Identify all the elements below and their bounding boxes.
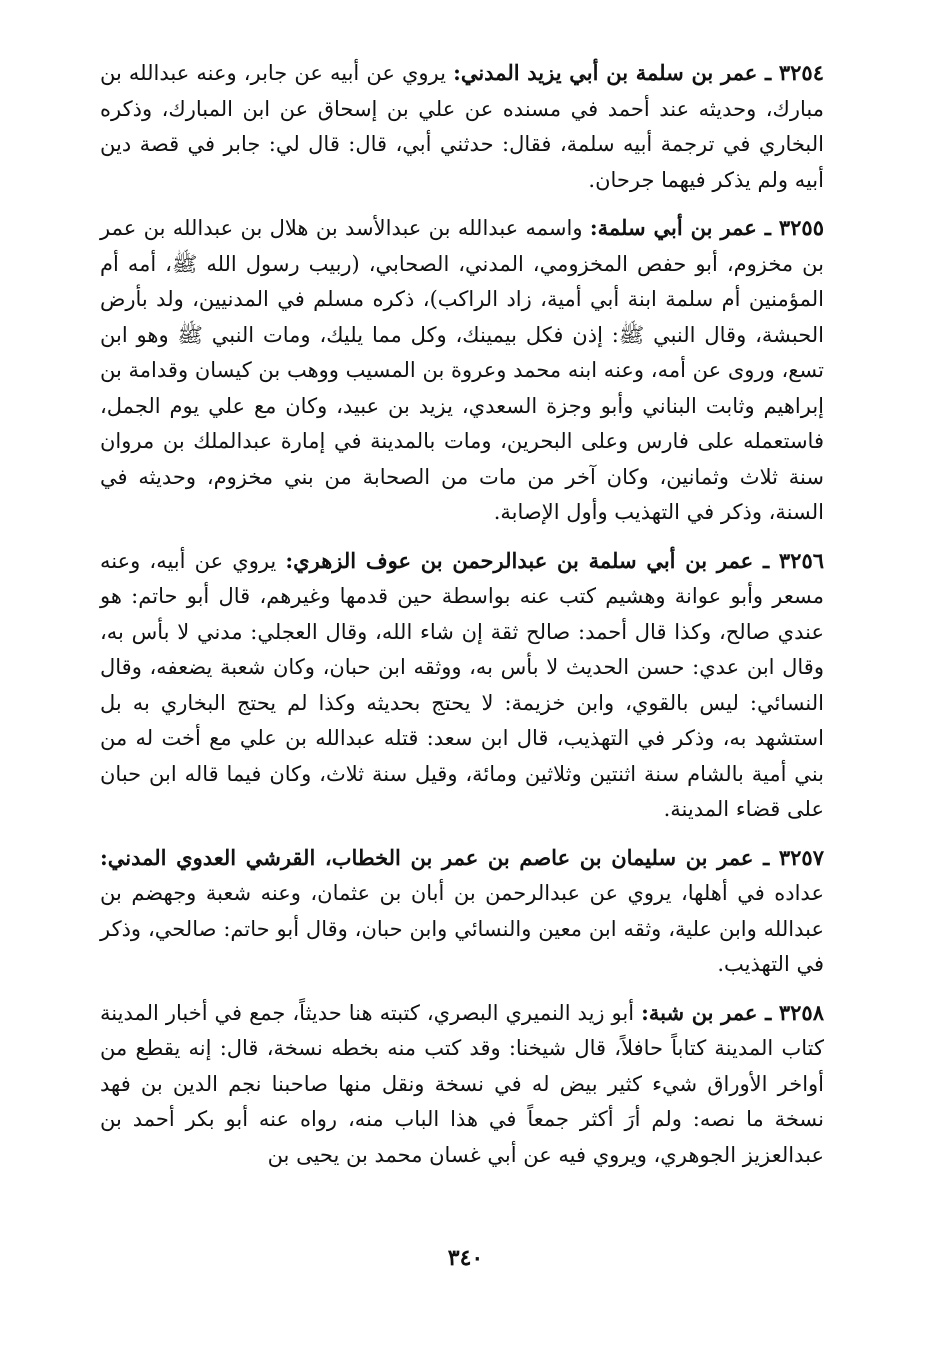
- entry-3256: [100, 543, 824, 828]
- entry-3254: [100, 55, 824, 198]
- entry-heading: ٣٢٥٤ ـ عمر بن سلمة بن أبي يزيد المدني:: [453, 60, 824, 85]
- entry-text: واسمه عبدالله بن عبدالأسد بن هلال بن عبدالله بن عمر بن مخزوم، أبو حفص المخزومي، المدني، الصحابي، (ربيب رسول الله ﷺ، أمه أم المؤمنين أم سلمة ابنة أبي أمية، زاد الراكب)، ذكره مسلم في المدنيين، ولد بأرض الحبشة، وقال النبي ﷺ: إذن فكل بيمينك، وكل مما يليك، ومات النبي ﷺ وهو ابن تسع، وروى عن أمه، وعنه ابنه محمد وعروة بن المسيب ووهب بن كيسان وقدامة بن إبراهيم وثابت البناني وأبو وجزة السعدي، يزيد بن عبيد، وكان مع علي يوم الجمل، فاستعمله على فارس وعلى البحرين، ومات بالمدينة في إمارة عبدالملك بن مروان سنة ثلاث وثمانين، وكان آخر من مات من الصحابة من بني مخزوم، وحديثه في السنة، وذكر في التهذيب وأول الإصابة.: [100, 216, 825, 524]
- entry-3257: [100, 840, 824, 983]
- entry-text: يروي عن أبيه، وعنه مسعر وأبو عوانة وهشيم كتب عنه بواسطة حين قدمها وغيرهم، قال أبو حاتم: هو عندي صالح، وكذا قال أحمد: صالح ثقة إن شاء الله، وقال العجلي: مدني لا بأس به، وقال ابن عدي: حسن الحديث لا بأس به، ووثقه ابن حبان، وكان شعبة يضعفه، وقال النسائي: ليس بالقوي، وابن خزيمة: لا يحتج بحديثه وكذا لم يحتج البخاري به بل استشهد به، وذكر في التهذيب، قال ابن سعد: قتله عبدالله بن علي مع أخت له من بني أمية بالشام سنة اثنتين وثلاثين ومائة، وقيل سنة ثلاث، وكان فيما قاله ابن حبان على قضاء المدينة.: [100, 548, 824, 821]
- entry-heading: ٣٢٥٧ ـ عمر بن سليمان بن عاصم بن عمر بن الخطاب، القرشي العدوي المدني:: [100, 844, 824, 870]
- entry-text: عداده في أهلها، يروي عن عبدالرحمن بن أبان بن عثمان، وعنه شعبة وجهضم بن عبدالله وابن علية، وثقه ابن معين والنسائي وابن حبان، وقال أبو حاتم: صالحي، وذكر في التهذيب.: [100, 881, 824, 976]
- entry-heading: ٣٢٥٥ ـ عمر بن أبي سلمة:: [589, 215, 824, 240]
- page-body: [100, 55, 824, 1185]
- entry-3255: [100, 210, 824, 531]
- page-number: ٣٤٠: [447, 1245, 484, 1271]
- entry-3258: [100, 995, 824, 1174]
- entry-text: أبو زيد النميري البصري، كتبته هنا حديثاً، جمع في أخبار المدينة كتاب المدينة كتاباً حافلاً، قال شيخنا: وقد كتب منه بخطه نسخة، قال: إنه يقطع من أواخر الأوراق شيء كثير بيض له في نسخة ونقل منها صاحبنا نجم الدين بن فهد نسخة ما نصه: ولم أرَ أكثر جمعاً في هذا الباب منه، رواه عنه أبو بكر أحمد بن عبدالعزيز الجوهري، ويروي فيه عن أبي غسان محمد بن يحيى بن: [100, 1000, 825, 1167]
- entry-heading: ٣٢٥٨ ـ عمر بن شبة:: [641, 999, 824, 1025]
- entry-heading: ٣٢٥٦ ـ عمر بن أبي سلمة بن عبدالرحمن بن عوف الزهري:: [285, 547, 825, 573]
- entry-text: يروي عن أبيه عن جابر، وعنه عبدالله بن مبارك، وحديثه عند أحمد في مسنده عن علي بن إسحاق عن ابن المبارك، وذكره البخاري في ترجمة أبيه سلمة، فقال: حدثني أبي، قال: قال لي: جابر في قصة دين أبيه ولم يذكر فيهما جرحان.: [100, 61, 824, 192]
